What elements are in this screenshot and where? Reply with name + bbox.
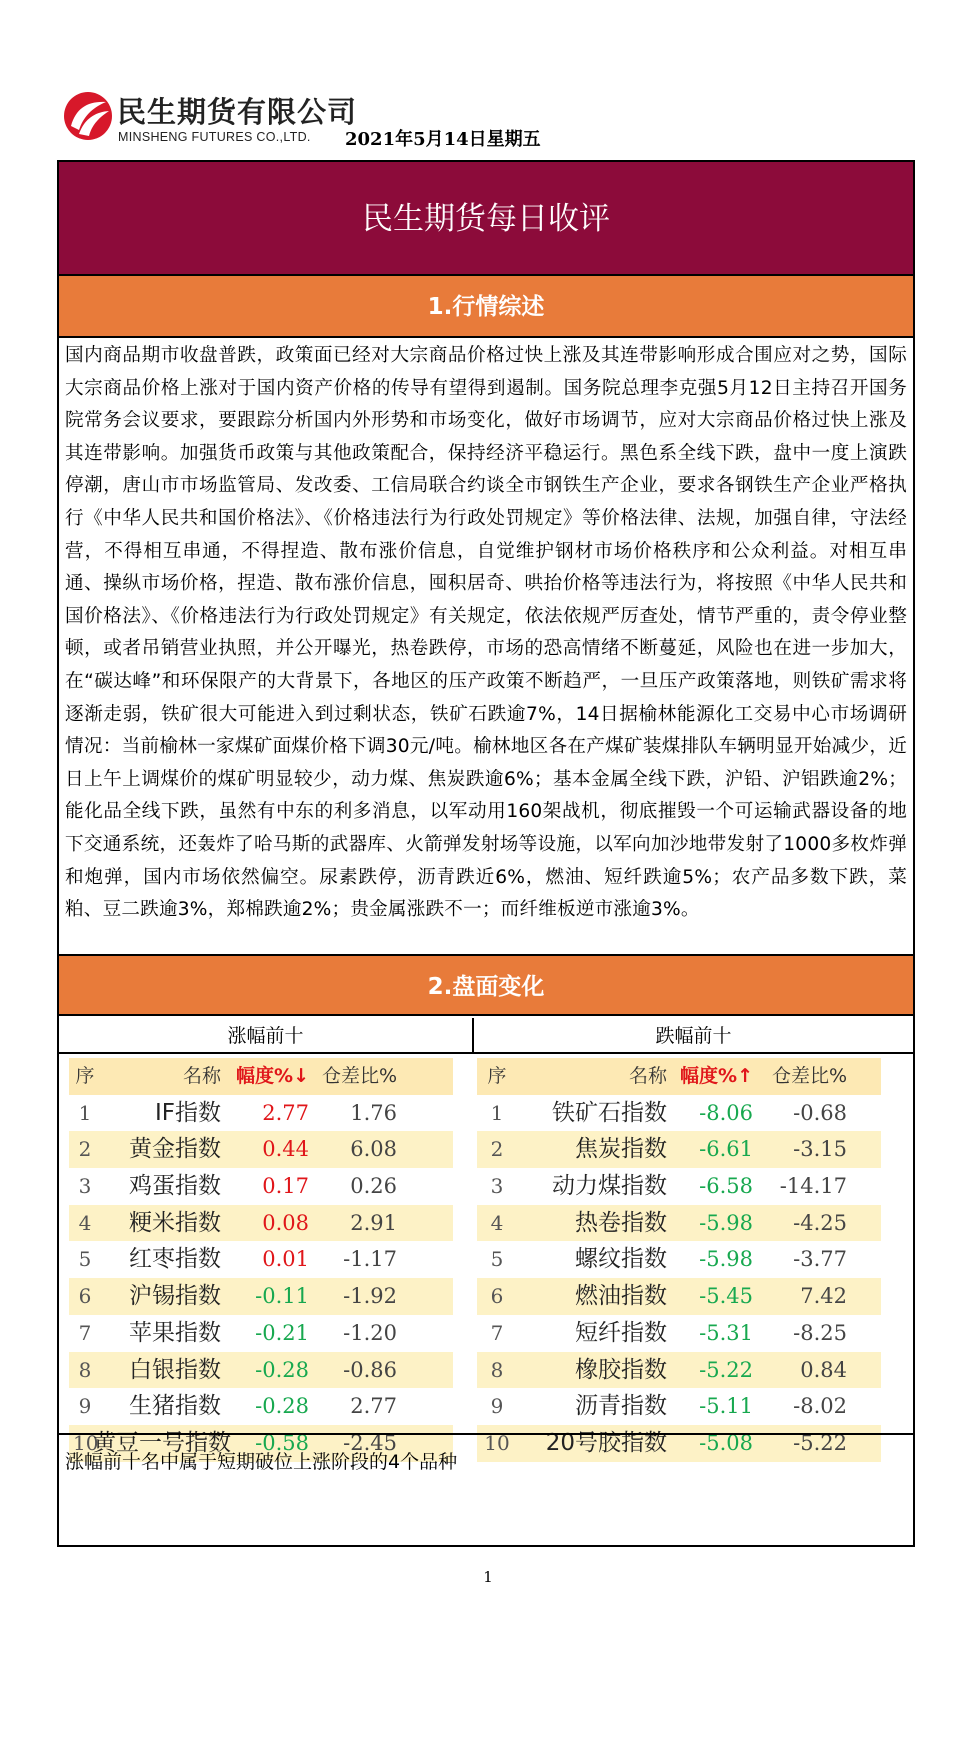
row-rank: 3 [78,1174,92,1199]
row-oi-ratio: -5.22 [793,1430,847,1455]
table-row [477,1315,881,1352]
losers-rows [477,1095,881,1462]
row-name: 沪锡指数 [129,1283,221,1310]
table-row [477,1241,881,1278]
row-name: 黄金指数 [129,1136,221,1163]
table-row [69,1388,453,1425]
divider [59,1433,913,1435]
row-rank: 6 [490,1284,504,1309]
table-row [69,1315,453,1352]
row-rank: 8 [78,1357,92,1382]
col-header-change: 幅度%↓ [236,1065,309,1087]
row-rank: 5 [78,1247,92,1272]
row-change: -5.31 [699,1320,753,1345]
gainers-table [69,1058,453,1462]
row-oi-ratio: 7.42 [800,1284,847,1309]
row-change: -5.98 [699,1210,753,1235]
col-header-name: 名称 [628,1065,667,1087]
row-name: 短纤指数 [575,1319,667,1346]
row-change: -5.98 [699,1247,753,1272]
row-name: 苹果指数 [129,1319,221,1346]
market-overview-text: 国内商品期市收盘普跌，政策面已经对大宗商品价格过快上涨及其连带影响形成合围应对之势，国际大宗商品价格上涨对于国内资产价格的传导有望得到遏制。国务院总理李克强5月12日主持召开国务院常务会议要求，要跟踪分析国内外形势和市场变化，做好市场调节，应对大宗商品价格过快上涨及其连带影响。加强货币政策与其他政策配合，保持经济平稳运行。黑色系全线下跌，盘中一度上演跌停潮，唐山市市场监管局、发改委、工信局联合约谈全市钢铁生产企业，要求各钢铁生产企业严格执行《中华人民共和国价格法》、《价格违法行为行政处罚规定》等价格法律、法规，加强自律，守法经营，不得相互串通，不得捏造、散布涨价信息，自觉维护钢材市场价格秩序和公众利益。对相互串通、操纵市场价格，捏造、散布涨价信息，囤积居奇、哄抬价格等违法行为，将按照《中华人民共和国价格法》、《价格违法行为行政处罚规定》有关规定，依法依规严厉查处，情节严重的，责令停业整顿，或者吊销营业执照，并公开曝光，热卷跌停，市场的恐高情绪不断蔓延，风险也在进一步加大，在“碳达峰”和环保限产的大背景下，各地区的压产政策不断趋严，一旦压产政策落地，则铁矿需求将逐渐走弱，铁矿很大可能进入到过剩状态，铁矿石跌逾7%，14日据榆林能源化工交易中心市场调研情况：当前榆林一家煤矿面煤价格下调30元/吨。榆林地区各在产煤矿装煤排队车辆明显开始减少，近日上午上调煤价的煤矿明显较少，动力煤、焦炭跌逾6%；基本金属全线下跌，沪铅、沪铝跌逾2%；能化品全线下跌，虽然有中东的利多消息，以军动用160架战机，彻底摧毁一个可运输武器设备的地下交通系统，还轰炸了哈马斯的武器库、火箭弹发射场等设施，以军向加沙地带发射了1000多枚炸弹和炮弹，国内市场依然偏空。尿素跌停，沥青跌近6%，燃油、短纤跌逾5%；农产品多数下跌，菜粕、豆二跌逾3%，郑棉跌逾2%；贵金属涨跌不一；而纤维板逆市涨逾3%。 [65,345,907,921]
company-name-en: MINSHENG FUTURES CO.,LTD. [118,130,311,144]
row-change: -5.08 [699,1430,753,1455]
row-oi-ratio: -0.68 [793,1100,847,1125]
row-oi-ratio: 2.91 [350,1210,397,1235]
row-name: 黄豆一号指数 [93,1429,231,1456]
table-row [69,1352,453,1389]
row-name: 20号胶指数 [545,1429,667,1456]
row-oi-ratio: -8.25 [793,1320,847,1345]
table-row [69,1168,453,1205]
row-name: 铁矿石指数 [552,1099,667,1126]
row-name: 动力煤指数 [552,1173,667,1200]
row-change: 0.01 [262,1247,309,1272]
col-header-oi: 仓差比% [771,1065,847,1087]
row-oi-ratio: 2.77 [350,1394,397,1419]
table-row [477,1095,881,1132]
row-rank: 1 [78,1100,92,1125]
row-oi-ratio: -2.45 [343,1430,397,1455]
row-change: -5.11 [699,1394,753,1419]
row-oi-ratio: -1.20 [343,1320,397,1345]
row-oi-ratio: 1.76 [350,1100,397,1125]
row-rank: 7 [490,1320,504,1345]
row-name: 红枣指数 [129,1246,221,1273]
row-oi-ratio: -0.86 [343,1357,397,1382]
row-change: -0.28 [255,1357,309,1382]
report-title: 民生期货每日收评 [59,162,913,276]
row-rank: 4 [78,1210,92,1235]
table-row [69,1095,453,1132]
company-name-cn: 民生期货有限公司 [117,95,358,129]
losers-table [477,1058,881,1462]
row-oi-ratio: 6.08 [350,1137,397,1162]
row-change: -0.21 [255,1320,309,1345]
row-rank: 6 [78,1284,92,1309]
row-oi-ratio: -1.17 [343,1247,397,1272]
row-change: -8.06 [699,1100,753,1125]
row-name: 粳米指数 [129,1209,221,1236]
table-row [69,1131,453,1168]
row-change: -0.58 [255,1430,309,1455]
report-date: 2021年5月14日星期五 [345,129,541,150]
col-header-oi: 仓差比% [321,1065,397,1087]
row-rank: 4 [490,1210,504,1235]
row-rank: 9 [78,1394,92,1419]
losers-title: 跌幅前十 [474,1018,913,1054]
row-change: -0.11 [255,1284,309,1309]
row-rank: 7 [78,1320,92,1345]
col-header-no: 序 [487,1065,507,1087]
table-header-row [69,1058,453,1095]
row-oi-ratio: -4.25 [793,1210,847,1235]
row-change: -6.61 [699,1137,753,1162]
report-header [62,88,922,150]
row-change: 0.17 [262,1174,309,1199]
row-rank: 1 [490,1100,504,1125]
row-rank: 2 [490,1137,504,1162]
row-rank: 2 [78,1137,92,1162]
row-name: 螺纹指数 [575,1246,667,1273]
row-oi-ratio: -8.02 [793,1394,847,1419]
gainers-rows [69,1095,453,1462]
row-change: 0.44 [262,1137,309,1162]
row-rank: 3 [490,1174,504,1199]
table-row [477,1205,881,1242]
minsheng-logo-icon [62,90,114,142]
row-name: IF指数 [154,1099,221,1126]
table-row [69,1241,453,1278]
row-oi-ratio: 0.26 [350,1174,397,1199]
row-oi-ratio: -1.92 [343,1284,397,1309]
breakout-note: 涨幅前十名中属于短期破位上涨阶段的4个品种 [65,1451,458,1473]
col-header-name: 名称 [182,1065,221,1087]
row-oi-ratio: -3.15 [793,1137,847,1162]
table-row [69,1278,453,1315]
row-change: -6.58 [699,1174,753,1199]
section-heading-board-changes: 2.盘面变化 [59,954,913,1016]
row-name: 沥青指数 [575,1393,667,1420]
table-row [69,1205,453,1242]
row-name: 热卷指数 [575,1209,667,1236]
row-change: 2.77 [262,1100,309,1125]
row-rank: 9 [490,1394,504,1419]
row-oi-ratio: -14.17 [779,1174,847,1199]
table-row [477,1388,881,1425]
table-row [477,1278,881,1315]
col-header-no: 序 [75,1065,95,1087]
row-rank: 10 [484,1430,510,1455]
table-header-row [477,1058,881,1095]
report-frame [57,160,915,1547]
table-row [477,1168,881,1205]
row-name: 生猪指数 [129,1393,221,1420]
row-change: -0.28 [255,1394,309,1419]
gainers-title: 涨幅前十 [59,1018,474,1054]
table-row [477,1131,881,1168]
row-name: 燃油指数 [575,1283,667,1310]
section-heading-overview: 1.行情综述 [59,276,913,338]
row-name: 鸡蛋指数 [129,1173,221,1200]
row-change: -5.22 [699,1357,753,1382]
col-header-change: 幅度%↑ [680,1065,753,1087]
row-change: -5.45 [699,1284,753,1309]
row-oi-ratio: -3.77 [793,1247,847,1272]
row-change: 0.08 [262,1210,309,1235]
page-number: 1 [483,1568,493,1586]
row-rank: 5 [490,1247,504,1272]
row-name: 焦炭指数 [575,1136,667,1163]
table-row [477,1352,881,1389]
row-oi-ratio: 0.84 [800,1357,847,1382]
row-name: 橡胶指数 [575,1356,667,1383]
table-row [477,1425,881,1462]
row-rank: 8 [490,1357,504,1382]
row-name: 白银指数 [129,1356,221,1383]
row-rank: 10 [73,1430,99,1455]
